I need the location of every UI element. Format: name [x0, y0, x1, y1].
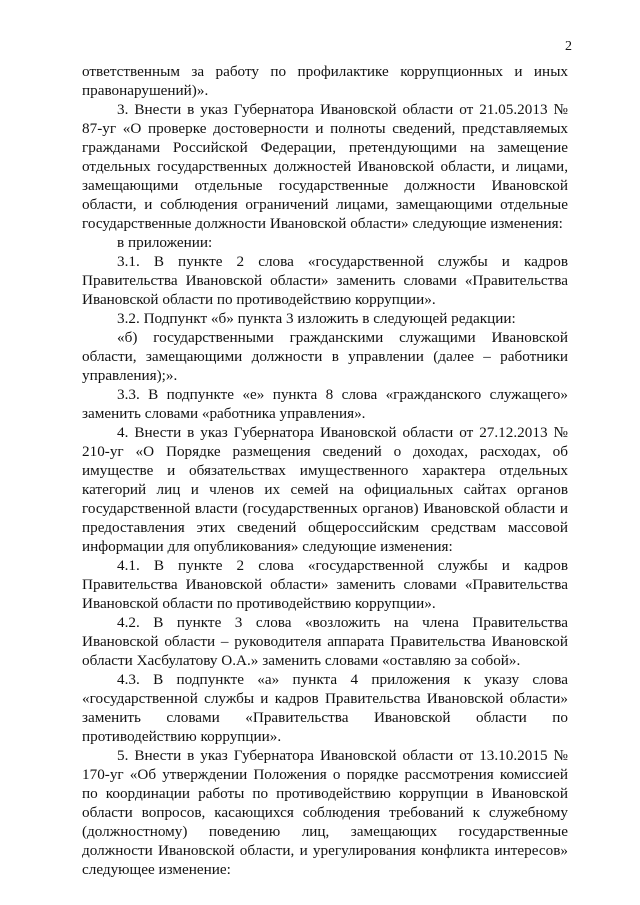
- paragraph: 3. Внести в указ Губернатора Ивановской области от 21.05.2013 № 87-уг «О проверке достоверности и полноты сведений, представляемых гражданами Российской Федерации, претендующими на замещение отдельных государственных должностей Ивановской области, и лицами, замещающими отдельные государственные должности Ивановской области, и соблюдения ограничений лицами, замещающими отдельные государственные должности Ивановской области» следующие изменения:: [82, 101, 568, 232]
- paragraph: «б) государственными гражданскими служащими Ивановской области, замещающими должности в управлении (далее – работники управления);».: [82, 329, 568, 384]
- paragraph: 3.3. В подпункте «е» пункта 8 слова «гражданского служащего» заменить словами «работника управления».: [82, 386, 568, 422]
- paragraph: 3.1. В пункте 2 слова «государственной службы и кадров Правительства Ивановской области» заменить словами «Правительства Ивановской области по противодействию коррупции».: [82, 253, 568, 308]
- paragraph: 4.3. В подпункте «а» пункта 4 приложения к указу слова «государственной службы и кадров Правительства Ивановской области» заменить словами «Правительства Ивановской области по противодействию коррупции».: [82, 671, 568, 745]
- page-number: 2: [565, 39, 572, 54]
- document-body: [82, 62, 568, 879]
- paragraph: 4. Внести в указ Губернатора Ивановской области от 27.12.2013 № 210-уг «О Порядке размещения сведений о доходах, расходах, об имуществе и обязательствах имущественного характера отдельных категорий лиц и членов их семей на официальных сайтах органов государственной власти (государственных органов) Ивановской области и предоставления этих сведений общероссийским средствам массовой информации для опубликования» следующие изменения:: [82, 424, 568, 555]
- paragraph: 3.2. Подпункт «б» пункта 3 изложить в следующей редакции:: [117, 310, 516, 327]
- paragraph: ответственным за работу по профилактике коррупционных и иных правонарушений)».: [82, 63, 568, 99]
- paragraph: 4.2. В пункте 3 слова «возложить на члена Правительства Ивановской области – руководителя аппарата Правительства Ивановской области Хасбулатову О.А.» заменить словами «оставляю за собой».: [82, 614, 568, 669]
- paragraph: 4.1. В пункте 2 слова «государственной службы и кадров Правительства Ивановской области» заменить словами «Правительства Ивановской области по противодействию коррупции».: [82, 557, 568, 612]
- paragraph: в приложении:: [117, 234, 213, 251]
- paragraph: 5. Внести в указ Губернатора Ивановской области от 13.10.2015 № 170-уг «Об утверждении Положения о порядке рассмотрения комиссией по координации работы по противодействию коррупции в Ивановской области вопросов, касающихся соблюдения требований к служебному (должностному) поведению лиц, замещающих государственные должности Ивановской области, и урегулирования конфликта интересов» следующее изменение:: [82, 747, 568, 878]
